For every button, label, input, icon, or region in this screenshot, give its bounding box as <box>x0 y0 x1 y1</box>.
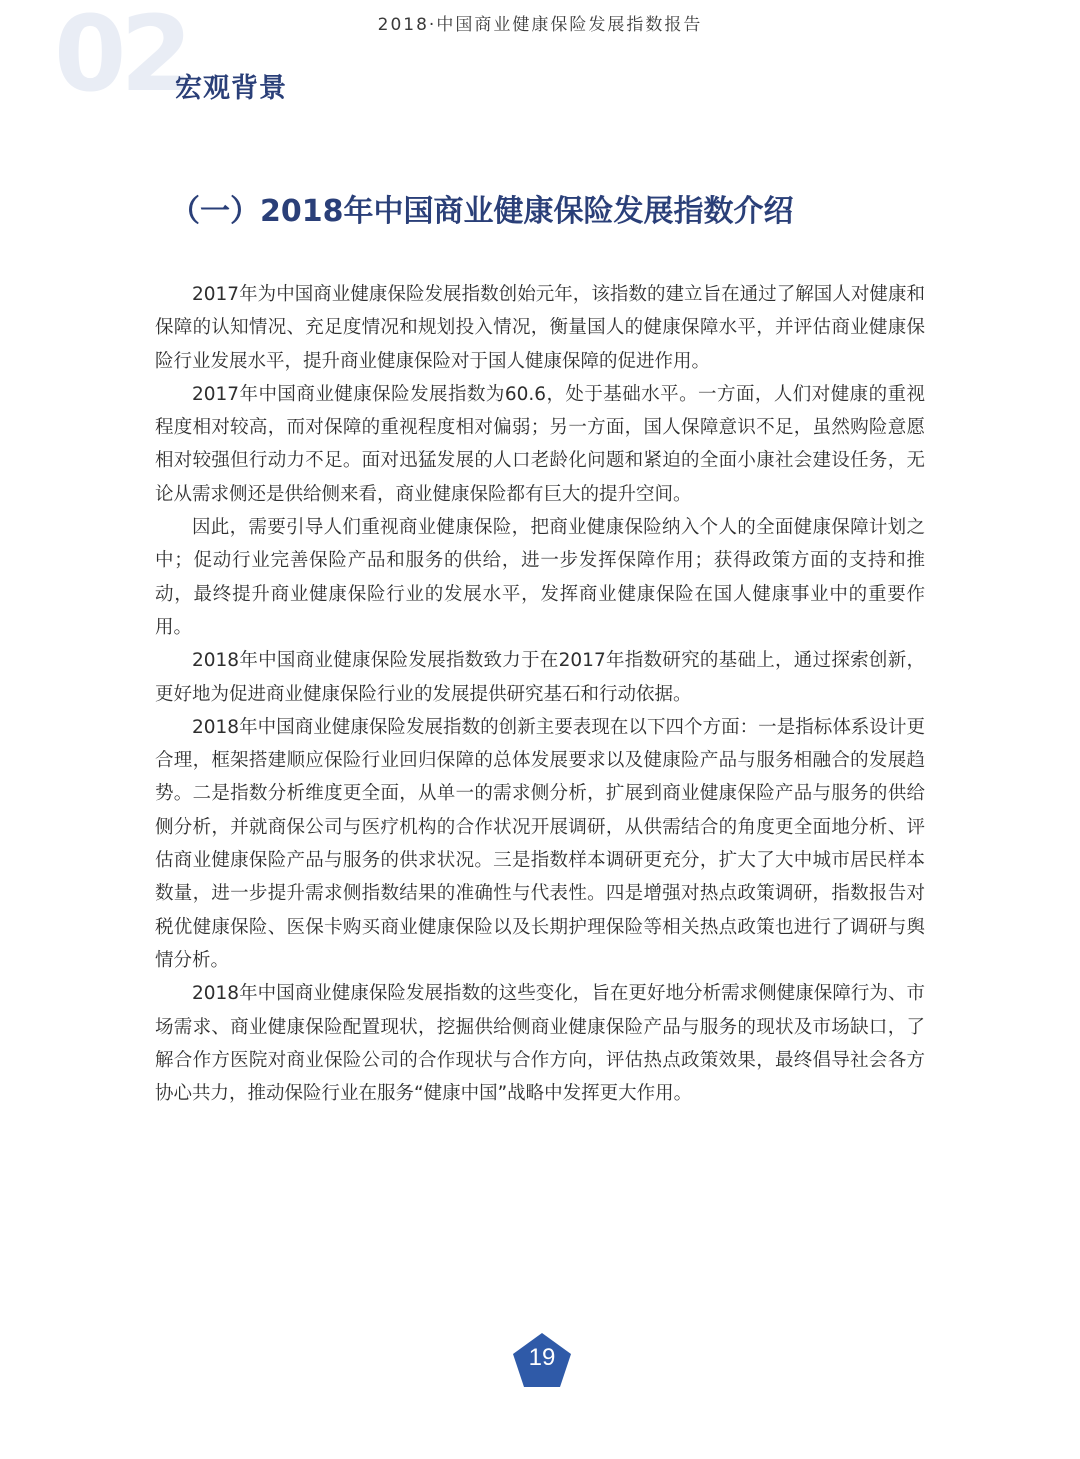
page-number-badge <box>512 1332 572 1388</box>
paragraph: 因此，需要引导人们重视商业健康保险，把商业健康保险纳入个人的全面健康保障计划之中；促动行业完善保险产品和服务的供给，进一步发挥保障作用；获得政策方面的支持和推动，最终提升商业健康保险行业的发展水平，发挥商业健康保险在国人健康事业中的重要作用。 <box>155 517 925 638</box>
running-header: 2018·中国商业健康保险发展指数报告 <box>377 15 703 35</box>
paragraph: 2018年中国商业健康保险发展指数的创新主要表现在以下四个方面：一是指标体系设计更合理，框架搭建顺应保险行业回归保障的总体发展要求以及健康险产品与服务相融合的发展趋势。二是指数分析维度更全面，从单一的需求侧分析，扩展到商业健康保险产品与服务的供给侧分析，并就商保公司与医疗机构的合作状况开展调研，从供需结合的角度更全面地分析、评估商业健康保险产品与服务的供求状况。三是指数样本调研更充分，扩大了大中城市居民样本数量，进一步提升需求侧指数结果的准确性与代表性。四是增强对热点政策调研，指数报告对税优健康保险、医保卡购买商业健康保险以及长期护理保险等相关热点政策也进行了调研与舆情分析。 <box>155 716 925 971</box>
paragraph: 2017年为中国商业健康保险发展指数创始元年，该指数的建立旨在通过了解国人对健康和保障的认知情况、充足度情况和规划投入情况，衡量国人的健康保障水平，并评估商业健康保险行业发展水平，提升商业健康保险对于国人健康保障的促进作用。 <box>155 284 925 372</box>
chapter-title: 宏观背景 <box>175 73 287 104</box>
section-heading: （一）2018年中国商业健康保险发展指数介绍 <box>170 194 794 229</box>
paragraph: 2017年中国商业健康保险发展指数为60.6，处于基础水平。一方面，人们对健康的重视程度相对较高，而对保障的重视程度相对偏弱；另一方面，国人保障意识不足，虽然购险意愿相对较强但行动力不足。面对迅猛发展的人口老龄化问题和紧迫的全面小康社会建设任务，无论从需求侧还是供给侧来看，商业健康保险都有巨大的提升空间。 <box>155 383 925 505</box>
paragraph: 2018年中国商业健康保险发展指数致力于在2017年指数研究的基础上，通过探索创新，更好地为促进商业健康保险行业的发展提供研究基石和行动依据。 <box>155 650 925 705</box>
chapter-number: 02 <box>54 0 187 115</box>
body-text <box>155 278 925 1110</box>
paragraph: 2018年中国商业健康保险发展指数的这些变化，旨在更好地分析需求侧健康保障行为、市场需求、商业健康保险配置现状，挖掘供给侧商业健康保险产品与服务的现状及市场缺口，了解合作方医院对商业保险公司的合作现状与合作方向，评估热点政策效果，最终倡导社会各方协心共力，推动保险行业在服务“健康中国”战略中发挥更大作用。 <box>155 983 925 1105</box>
page-number: 19 <box>528 1344 556 1371</box>
